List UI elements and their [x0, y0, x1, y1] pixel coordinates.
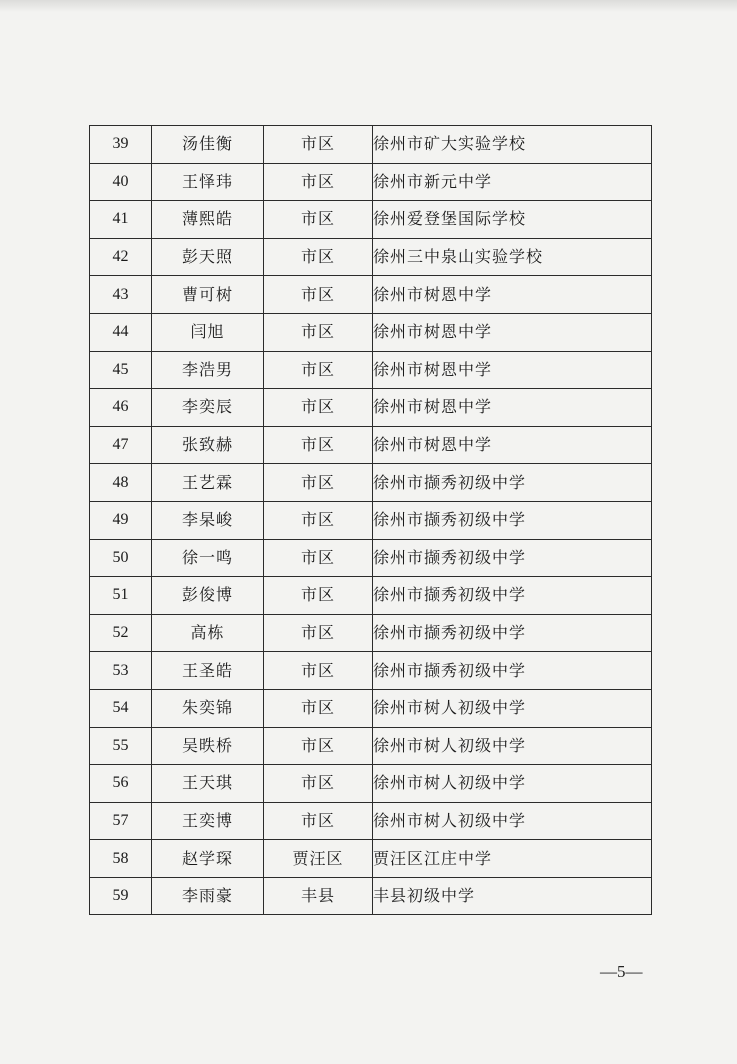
student-name-cell: 彭天照	[152, 238, 264, 276]
table-row	[90, 201, 652, 239]
student-name-cell: 闫旭	[152, 313, 264, 351]
school-name-cell: 徐州爱登堡国际学校	[373, 201, 652, 239]
table-row	[90, 689, 652, 727]
table-row	[90, 765, 652, 803]
scan-edge-shadow	[0, 0, 737, 12]
row-number-cell: 49	[90, 501, 152, 539]
student-name-cell: 徐一鸣	[152, 539, 264, 577]
school-name-cell: 徐州市树恩中学	[373, 351, 652, 389]
school-name-cell: 徐州市树人初级中学	[373, 765, 652, 803]
row-number-cell: 42	[90, 238, 152, 276]
row-number-cell: 57	[90, 802, 152, 840]
table-row	[90, 313, 652, 351]
district-cell: 市区	[264, 765, 373, 803]
table-row	[90, 840, 652, 878]
district-cell: 市区	[264, 201, 373, 239]
table-row	[90, 614, 652, 652]
student-name-cell: 张致赫	[152, 426, 264, 464]
table-row	[90, 276, 652, 314]
row-number-cell: 54	[90, 689, 152, 727]
district-cell: 市区	[264, 614, 373, 652]
table-row	[90, 877, 652, 915]
district-cell: 市区	[264, 126, 373, 164]
student-name-cell: 曹可树	[152, 276, 264, 314]
table-row	[90, 539, 652, 577]
row-number-cell: 44	[90, 313, 152, 351]
table-row	[90, 238, 652, 276]
table-row	[90, 163, 652, 201]
student-name-cell: 吴昳桥	[152, 727, 264, 765]
row-number-cell: 45	[90, 351, 152, 389]
school-name-cell: 徐州市撷秀初级中学	[373, 614, 652, 652]
roster-table-body	[90, 126, 652, 915]
district-cell: 市区	[264, 238, 373, 276]
district-cell: 市区	[264, 389, 373, 427]
student-name-cell: 王怿玮	[152, 163, 264, 201]
school-name-cell: 徐州市树恩中学	[373, 276, 652, 314]
row-number-cell: 46	[90, 389, 152, 427]
district-cell: 市区	[264, 426, 373, 464]
student-name-cell: 汤佳衡	[152, 126, 264, 164]
table-row	[90, 577, 652, 615]
row-number-cell: 39	[90, 126, 152, 164]
school-name-cell: 徐州市树人初级中学	[373, 802, 652, 840]
student-name-cell: 王艺霖	[152, 464, 264, 502]
school-name-cell: 徐州市新元中学	[373, 163, 652, 201]
school-name-cell: 徐州市树人初级中学	[373, 727, 652, 765]
school-name-cell: 徐州市撷秀初级中学	[373, 577, 652, 615]
student-name-cell: 彭俊博	[152, 577, 264, 615]
row-number-cell: 48	[90, 464, 152, 502]
student-roster-table	[89, 125, 652, 915]
school-name-cell: 徐州市树恩中学	[373, 426, 652, 464]
table-row	[90, 501, 652, 539]
student-name-cell: 李奕辰	[152, 389, 264, 427]
district-cell: 市区	[264, 689, 373, 727]
school-name-cell: 徐州市撷秀初级中学	[373, 501, 652, 539]
school-name-cell: 徐州市树人初级中学	[373, 689, 652, 727]
district-cell: 市区	[264, 276, 373, 314]
student-name-cell: 王奕博	[152, 802, 264, 840]
table-row	[90, 426, 652, 464]
school-name-cell: 徐州市撷秀初级中学	[373, 464, 652, 502]
district-cell: 市区	[264, 577, 373, 615]
table-row	[90, 727, 652, 765]
student-name-cell: 王天琪	[152, 765, 264, 803]
district-cell: 市区	[264, 501, 373, 539]
row-number-cell: 55	[90, 727, 152, 765]
student-name-cell: 李杲峻	[152, 501, 264, 539]
school-name-cell: 贾汪区江庄中学	[373, 840, 652, 878]
school-name-cell: 徐州市树恩中学	[373, 313, 652, 351]
district-cell: 市区	[264, 313, 373, 351]
district-cell: 市区	[264, 727, 373, 765]
row-number-cell: 59	[90, 877, 152, 915]
table-row	[90, 802, 652, 840]
student-name-cell: 王圣皓	[152, 652, 264, 690]
district-cell: 市区	[264, 802, 373, 840]
row-number-cell: 43	[90, 276, 152, 314]
district-cell: 市区	[264, 652, 373, 690]
table-row	[90, 351, 652, 389]
district-cell: 丰县	[264, 877, 373, 915]
student-name-cell: 李浩男	[152, 351, 264, 389]
student-name-cell: 赵学琛	[152, 840, 264, 878]
student-name-cell: 薄熙皓	[152, 201, 264, 239]
table-row	[90, 464, 652, 502]
row-number-cell: 41	[90, 201, 152, 239]
table-row	[90, 652, 652, 690]
table-row	[90, 389, 652, 427]
school-name-cell: 徐州三中泉山实验学校	[373, 238, 652, 276]
school-name-cell: 徐州市撷秀初级中学	[373, 652, 652, 690]
row-number-cell: 58	[90, 840, 152, 878]
row-number-cell: 56	[90, 765, 152, 803]
school-name-cell: 徐州市撷秀初级中学	[373, 539, 652, 577]
school-name-cell: 徐州市树恩中学	[373, 389, 652, 427]
row-number-cell: 40	[90, 163, 152, 201]
row-number-cell: 53	[90, 652, 152, 690]
district-cell: 贾汪区	[264, 840, 373, 878]
row-number-cell: 47	[90, 426, 152, 464]
row-number-cell: 50	[90, 539, 152, 577]
student-name-cell: 朱奕锦	[152, 689, 264, 727]
district-cell: 市区	[264, 351, 373, 389]
district-cell: 市区	[264, 464, 373, 502]
student-name-cell: 高栋	[152, 614, 264, 652]
student-name-cell: 李雨豪	[152, 877, 264, 915]
table-row	[90, 126, 652, 164]
row-number-cell: 52	[90, 614, 152, 652]
school-name-cell: 丰县初级中学	[373, 877, 652, 915]
district-cell: 市区	[264, 163, 373, 201]
row-number-cell: 51	[90, 577, 152, 615]
page-number: —5—	[600, 962, 643, 981]
district-cell: 市区	[264, 539, 373, 577]
school-name-cell: 徐州市矿大实验学校	[373, 126, 652, 164]
